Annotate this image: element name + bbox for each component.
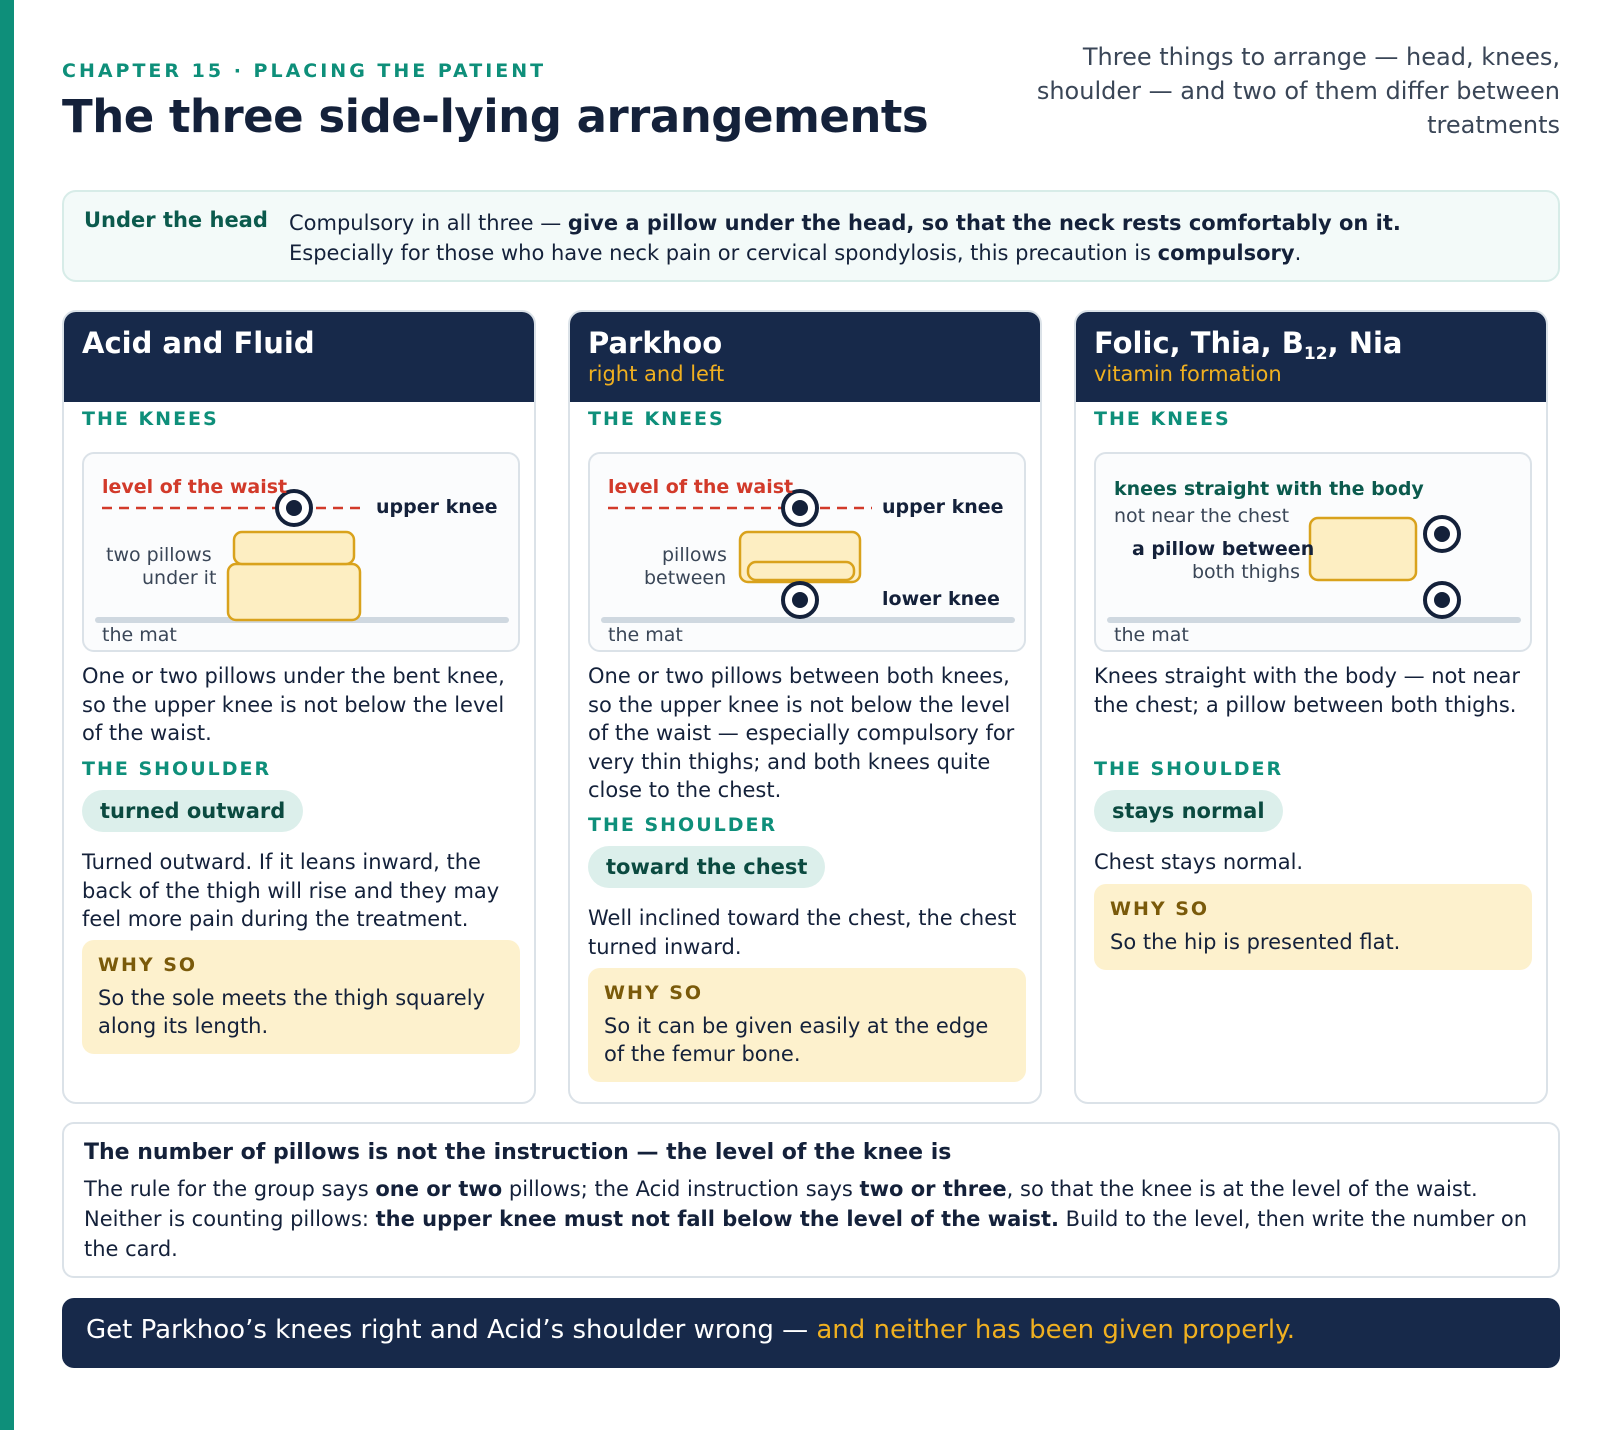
knees-label: THE KNEES	[588, 408, 725, 430]
why-so-box	[588, 968, 1026, 1082]
under-head-line2-bold: compulsory	[1157, 241, 1295, 265]
card-parkhoo	[568, 310, 1042, 1104]
shoulder-pill: stays normal	[1094, 790, 1283, 832]
footer-banner	[62, 1298, 1560, 1368]
card-header	[1076, 312, 1546, 402]
card-header	[570, 312, 1040, 402]
upper-knee-label: upper knee	[882, 496, 1004, 518]
shoulder-label: THE SHOULDER	[82, 758, 272, 780]
why-so-text: So the sole meets the thigh squarely along its length.	[98, 986, 485, 1038]
pillow-inner	[748, 562, 854, 580]
upper-knee-label: upper knee	[376, 496, 498, 518]
page-subtitle: Three things to arrange — head, knees, shoulder — and two of them differ between treatments	[1036, 43, 1560, 139]
lower-pillow	[228, 564, 360, 620]
why-so-text: So it can be given easily at the edge of the femur bone.	[604, 1014, 989, 1066]
pillow-label-2: under it	[142, 567, 217, 589]
pillow-between-label: a pillow between	[1132, 538, 1315, 560]
shoulder-pill: toward the chest	[588, 846, 825, 888]
shoulder-pill: turned outward	[82, 790, 303, 832]
knees-diagram	[588, 452, 1026, 652]
note-bold-3: the upper knee must not fall below the level of the waist.	[375, 1207, 1059, 1231]
card-title	[1094, 326, 1402, 364]
footer-accent: and neither has been given properly.	[816, 1315, 1296, 1345]
card-header	[64, 312, 534, 402]
pillow-label-1: pillows	[662, 544, 727, 566]
card-title-subscript: 12	[1303, 344, 1328, 364]
knees-text: One or two pillows between both knees, so the upper knee is not below the level of the waist — especially compulsory for very thin thighs; and both knees quite close to the chest.	[588, 664, 1015, 802]
card-acid-fluid	[62, 310, 536, 1104]
under-head-line2-end: .	[1294, 241, 1302, 265]
under-head-line1-bold: give a pillow under the head, so that the neck rests comfortably on it.	[567, 211, 1401, 235]
why-so-label: WHY SO	[98, 954, 198, 976]
knees-text: One or two pillows under the bent knee, so the upper knee is not below the level of the waist.	[82, 664, 505, 745]
why-so-label: WHY SO	[604, 982, 704, 1004]
card-title-part1: Folic, Thia, B	[1094, 326, 1304, 360]
under-head-line1: Compulsory in all three —	[289, 211, 568, 235]
lower-knee-label: lower knee	[882, 588, 1000, 610]
upper-knee-marker-dot	[792, 500, 808, 516]
note-text	[84, 1174, 1544, 1264]
why-so-label: WHY SO	[1110, 898, 1210, 920]
card-subtitle: vitamin formation	[1094, 362, 1282, 386]
shoulder-text: Well inclined toward the chest, the chest turned inward.	[588, 906, 1017, 959]
card-subtitle: right and left	[588, 362, 725, 386]
card-title-part2: , Nia	[1327, 326, 1403, 360]
not-near-chest-label: not near the chest	[1114, 505, 1290, 527]
why-so-box	[82, 940, 520, 1054]
page-title: The three side-lying arrangements	[62, 90, 929, 143]
note-title: The number of pillows is not the instruction — the level of the knee is	[84, 1140, 952, 1165]
under-head-text	[289, 208, 1549, 268]
mat-label: the mat	[102, 624, 177, 646]
card-folic-thia-b12-nia	[1074, 310, 1548, 1104]
note-bold-2: two or three	[859, 1177, 1007, 1201]
mat-label: the mat	[1114, 624, 1189, 646]
knees-diagram	[1094, 452, 1532, 652]
knees-text: Knees straight with the body — not near the chest; a pillow between both thighs.	[1094, 664, 1521, 717]
knees-label: THE KNEES	[82, 408, 219, 430]
why-so-text: So the hip is presented flat.	[1110, 930, 1401, 954]
lower-knee-marker-dot	[792, 592, 808, 608]
shoulder-label: THE SHOULDER	[588, 814, 778, 836]
note-text-3: , so that the knee is at the level of the waist. Neither is counting pillows:	[84, 1177, 1478, 1231]
waist-level-label: level of the waist	[102, 476, 288, 498]
pillow-label-2: between	[644, 567, 727, 589]
side-accent-bar	[0, 0, 14, 1430]
card-title: Acid and Fluid	[82, 326, 315, 360]
pillow-between-thighs	[1310, 518, 1416, 580]
waist-level-label: level of the waist	[608, 476, 794, 498]
knees-label: THE KNEES	[1094, 408, 1231, 430]
shoulder-label: THE SHOULDER	[1094, 758, 1284, 780]
under-head-line2: Especially for those who have neck pain or cervical spondylosis, this precaution is	[289, 241, 1158, 265]
mat-label: the mat	[608, 624, 683, 646]
footer-text	[86, 1315, 1295, 1345]
knees-straight-label: knees straight with the body	[1114, 478, 1424, 500]
shoulder-text: Chest stays normal.	[1094, 850, 1304, 874]
upper-knee-marker-dot	[1434, 526, 1450, 542]
shoulder-text: Turned outward. If it leans inward, the back of the thigh will rise and they may feel more pain during the treatment.	[82, 850, 500, 931]
note-text-2: pillows; the Acid instruction says	[502, 1177, 860, 1201]
under-head-label: Under the head	[84, 208, 268, 232]
pillow-count-note	[62, 1122, 1560, 1278]
chapter-kicker: CHAPTER 15 · PLACING THE PATIENT	[62, 60, 547, 82]
upper-knee-marker-dot	[286, 500, 302, 516]
note-text-1: The rule for the group says	[84, 1177, 376, 1201]
note-text-4: Build to the level, then write the number on the card.	[84, 1207, 1528, 1261]
why-so-box	[1094, 884, 1532, 970]
under-head-banner	[62, 190, 1560, 282]
footer-main: Get Parkhoo’s knees right and Acid’s shoulder wrong —	[86, 1315, 817, 1345]
pillow-label-1: two pillows	[106, 544, 212, 566]
both-thighs-label: both thighs	[1192, 561, 1300, 583]
upper-pillow	[234, 532, 354, 564]
knees-diagram	[82, 452, 520, 652]
note-bold-1: one or two	[375, 1177, 503, 1201]
lower-knee-marker-dot	[1434, 592, 1450, 608]
card-title: Parkhoo	[588, 326, 723, 360]
